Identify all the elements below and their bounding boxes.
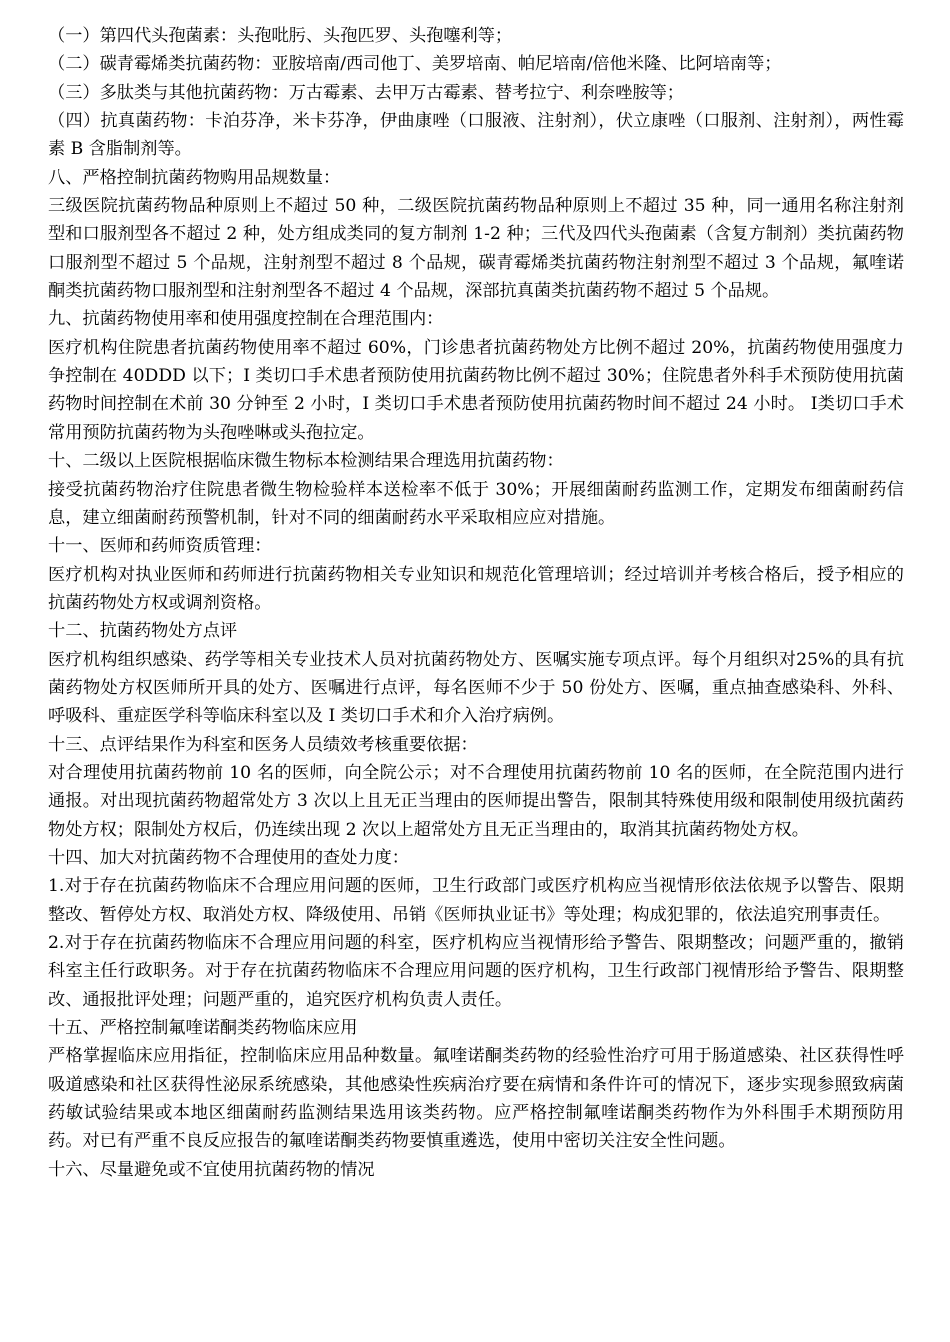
- list-item-polypeptides: （三）多肽类与其他抗菌药物：万古霉素、去甲万古霉素、替考拉宁、利奈唑胺等；: [48, 82, 684, 103]
- section-body-13: 对合理使用抗菌药物前 10 名的医师，向全院公示；对不合理使用抗菌药物前 10 名的医师，在全院范围内进行通报。对出现抗菌药物超常处方 3 次以上且无正当理由的医师提出警告，限制其特殊使用级和限制使用级抗菌药物处方权；限制处方权后，仍连续出现 2 次以上超常处方且无正当理由的，取消其抗菌药物处方权。: [48, 762, 904, 840]
- list-item-fourth-gen-cephalosporins: （一）第四代头孢菌素：头孢吡肟、头孢匹罗、头孢噻利等；: [48, 26, 513, 46]
- section-heading-15: 十五、严格控制氟喹诺酮类药物临床应用: [48, 1018, 358, 1039]
- list-item-carbapenems: （二）碳青霉烯类抗菌药物：亚胺培南/西司他丁、美罗培南、帕尼培南/倍他米隆、比阿培南等；: [48, 54, 782, 75]
- section-heading-12: 十二、抗菌药物处方点评: [48, 621, 238, 642]
- list-item-antifungals: （四）抗真菌药物：卡泊芬净，米卡芬净，伊曲康唑（口服液、注射剂），伏立康唑（口服剂、注射剂），两性霉素 B 含脂制剂等。: [48, 111, 904, 160]
- section-heading-10: 十、二级以上医院根据临床微生物标本检测结果合理选用抗菌药物：: [48, 451, 564, 472]
- section-heading-8: 八、严格控制抗菌药物购用品规数量：: [48, 167, 341, 188]
- section-body-8: 三级医院抗菌药物品种原则上不超过 50 种，二级医院抗菌药物品种原则上不超过 35 种，同一通用名称注射剂型和口服剂型各不超过 2 种，处方组成类同的复方制剂 1-2 种；三代及四代头孢菌素（含复方制剂）类抗菌药物口服剂型不超过 5 个品规，注射剂型不超过 8 个品规，碳青霉烯类抗菌药物注射剂型不超过 3 个品规，氟喹诺酮类抗菌药物口服剂型和注射剂型各不超过 4 个品规，深部抗真菌类抗菌药物不超过 5 个品规。: [48, 196, 904, 302]
- section-body-12: 医疗机构组织感染、药学等相关专业技术人员对抗菌药物处方、医嘱实施专项点评。每个月组织对25%的具有抗菌药物处方权医师所开具的处方、医嘱进行点评，每名医师不少于 50 份处方、医嘱，重点抽查感染科、外科、呼吸科、重症医学科等临床科室以及 I 类切口手术和介入治疗病例。: [48, 649, 904, 727]
- section-heading-13: 十三、点评结果作为科室和医务人员绩效考核重要依据：: [48, 734, 478, 755]
- section-heading-9: 九、抗菌药物使用率和使用强度控制在合理范围内：: [48, 309, 444, 330]
- section-heading-16: 十六、尽量避免或不宜使用抗菌药物的情况: [48, 1159, 375, 1180]
- section-body-10: 接受抗菌药物治疗住院患者微生物检验样本送检率不低于 30%；开展细菌耐药监测工作，定期发布细菌耐药信息，建立细菌耐药预警机制，针对不同的细菌耐药水平采取相应应对措施。: [48, 479, 904, 528]
- section-heading-11: 十一、医师和药师资质管理：: [48, 536, 272, 557]
- document-body: [48, 22, 904, 1184]
- section-body-9: 医疗机构住院患者抗菌药物使用率不超过 60%，门诊患者抗菌药物处方比例不超过 20%，抗菌药物使用强度力争控制在 40DDD 以下；I 类切口手术患者预防使用抗菌药物比例不超过 30%；住院患者外科手术预防使用抗菌药物时间控制在术前 30 分钟至 2 小时，I 类切口手术患者预防使用抗菌药物时间不超过 24 小时。 Ⅰ类切口手术常用预防抗菌药物为头孢唑啉或头孢拉定。: [48, 337, 904, 443]
- section-body-14-item-1: 1.对于存在抗菌药物临床不合理应用问题的医师，卫生行政部门或医疗机构应当视情形依法依规予以警告、限期整改、暂停处方权、取消处方权、降级使用、吊销《医师执业证书》等处理；构成犯罪的，依法追究刑事责任。: [48, 876, 904, 925]
- section-body-14-item-2: 2.对于存在抗菌药物临床不合理应用问题的科室，医疗机构应当视情形给予警告、限期整改；问题严重的，撤销科室主任行政职务。对于存在抗菌药物临床不合理应用问题的医疗机构，卫生行政部门视情形给予警告、限期整改、通报批评处理；问题严重的，追究医疗机构负责人责任。: [48, 933, 904, 1010]
- section-body-15: 严格掌握临床应用指征，控制临床应用品种数量。氟喹诺酮类药物的经验性治疗可用于肠道感染、社区获得性呼吸道感染和社区获得性泌尿系统感染，其他感染性疾病治疗要在病情和条件许可的情况下，逐步实现参照致病菌药敏试验结果或本地区细菌耐药监测结果选用该类药物。应严格控制氟喹诺酮类药物作为外科围手术期预防用药。对已有严重不良反应报告的氟喹诺酮类药物要慎重遴选，使用中密切关注安全性问题。: [48, 1046, 904, 1152]
- section-heading-14: 十四、加大对抗菌药物不合理使用的查处力度：: [48, 847, 409, 868]
- section-body-11: 医疗机构对执业医师和药师进行抗菌药物相关专业知识和规范化管理培训；经过培训并考核合格后，授予相应的抗菌药物处方权或调剂资格。: [48, 564, 904, 613]
